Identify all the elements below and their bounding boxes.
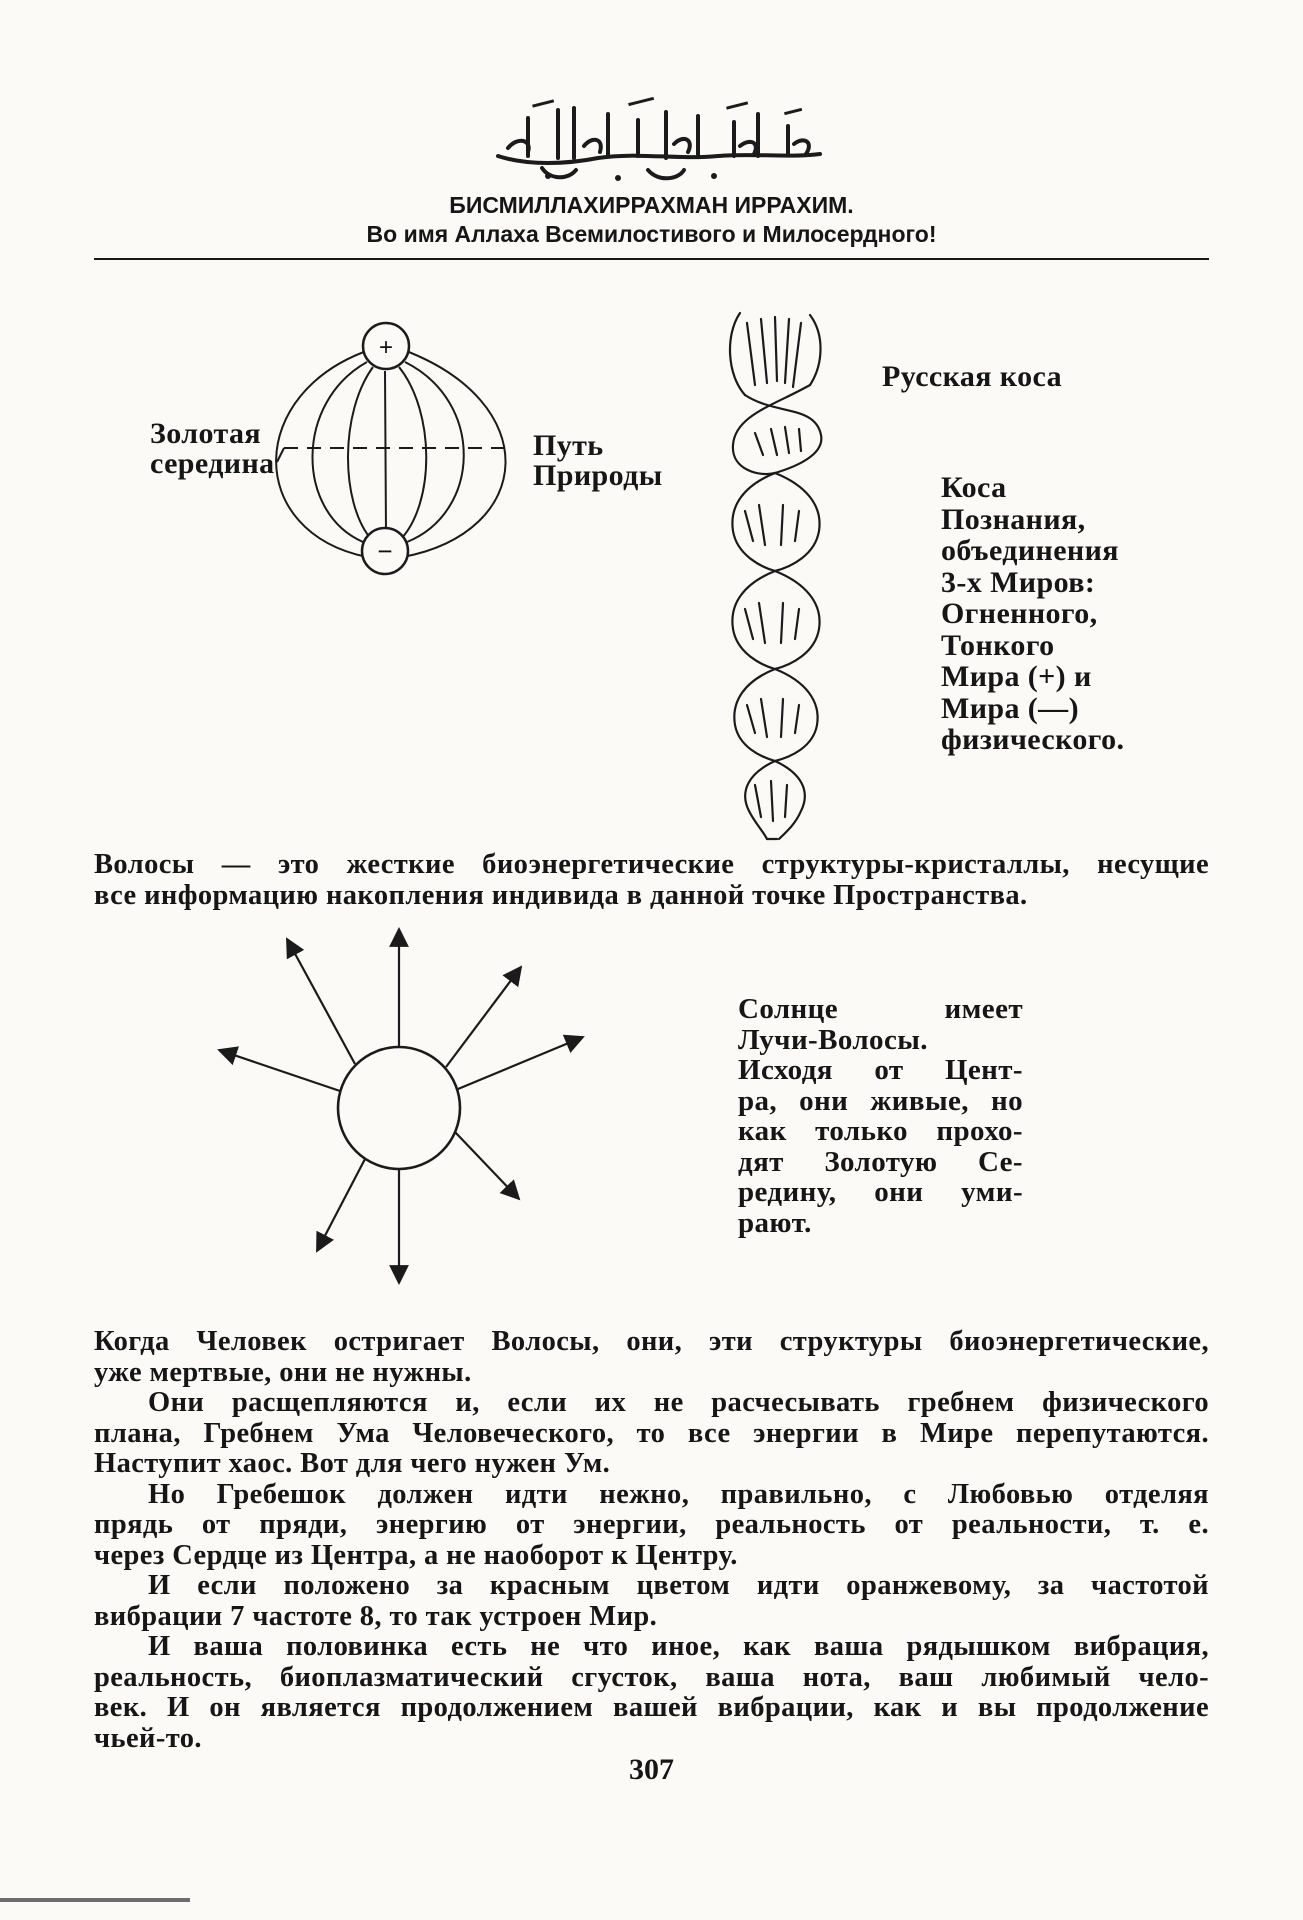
braid-description-line: Огненного, <box>941 597 1098 630</box>
body-line: плана, Гребнем Ума Человеческого, то все энергии в Мире перепутаются. <box>94 1417 1209 1449</box>
sun-ray <box>458 1037 583 1089</box>
field-line-outer-right <box>401 349 506 557</box>
sun-description-line: дят Золотую Се- <box>738 1145 1023 1178</box>
braid-description-line: Мира (+) и <box>941 660 1092 693</box>
braid-description-line: Мира (—) <box>941 691 1079 725</box>
sun-description-line: ра, они живые, но <box>738 1084 1023 1117</box>
body-line: вибрации 7 частоте 8, то так устроен Мир. <box>94 1600 658 1632</box>
basmala-calligraphy-drawing <box>488 96 828 188</box>
header-rule <box>94 258 1209 260</box>
sun-ray <box>455 1132 519 1199</box>
sun-description-line: рают. <box>738 1206 812 1239</box>
braid-description-line: 3-х Миров: <box>941 565 1096 599</box>
sun-description-line: Лучи-Волосы. <box>738 1023 928 1056</box>
braid-description-line: объединения <box>941 534 1119 567</box>
sun-description-line: Исходя от Цент- <box>738 1054 1023 1086</box>
nature-path-label-1: Путь <box>533 429 604 462</box>
sun-circle <box>338 1047 460 1169</box>
sun-description-line: как только прохо- <box>738 1115 1023 1147</box>
body-line: через Сердце из Центра, а не наоборот к Центру. <box>94 1539 738 1571</box>
golden-middle-label-1: Золотая <box>150 417 262 450</box>
minus-sign: − <box>377 536 393 566</box>
body-line: И ваша половинка есть не что иное, как ваша рядышком вибрация, <box>148 1631 1209 1662</box>
body-line: век. И он является продолжением вашей вибрации, как и вы продолжение <box>94 1692 1209 1723</box>
sun-description <box>738 994 1023 1238</box>
nature-path-label-2: Природы <box>533 459 663 492</box>
paragraph-line: все информацию накопления индивида в данной точке Пространства. <box>94 879 1028 911</box>
body-line: прядь от пряди, энергию от энергии, реальность от реальности, т. е. <box>94 1509 1209 1540</box>
braid-description-line: Коса <box>941 471 1007 504</box>
braid-description <box>941 472 1124 756</box>
hair-paragraph <box>94 850 1209 911</box>
sun-ray <box>317 1159 365 1251</box>
sun-ray <box>287 939 355 1064</box>
sun-ray <box>446 967 521 1067</box>
plus-sign: + <box>378 334 394 361</box>
golden-middle-label-2: середина <box>150 447 275 480</box>
sun-description-line: редину, они уми- <box>738 1176 1023 1208</box>
scan-edge-mark <box>0 1898 190 1902</box>
field-line-outer-left <box>276 349 372 557</box>
body-line: Но Гребешок должен идти нежно, правильно, с Любовью отделяя <box>148 1478 1209 1510</box>
basmala-calligraphy <box>488 96 828 188</box>
braid-description-line: Тонкого <box>941 628 1055 662</box>
braid-description-line: физического. <box>941 723 1125 756</box>
braid-description-line: Познания, <box>941 502 1086 536</box>
braid-illustration <box>715 305 840 845</box>
paragraph-line: Волосы — это жесткие биоэнергетические структуры-кристаллы, несущие <box>94 849 1209 880</box>
braid-title: Русская коса <box>882 360 1062 393</box>
body-line: чьей-то. <box>94 1722 202 1754</box>
body-line: Когда Человек остригает Волосы, они, эти структуры биоэнергетические, <box>94 1326 1209 1357</box>
sun-ray <box>219 1050 340 1091</box>
body-line: реальность, биоплазматический сгусток, ваша нота, ваш любимый чело- <box>94 1661 1209 1693</box>
body-line: уже мертвые, они не нужны. <box>94 1356 472 1388</box>
body-line: И если положено за красным цветом идти оранжевому, за частотой <box>148 1570 1209 1601</box>
body-line: Наступит хаос. Вот для чего нужен Ум. <box>94 1448 611 1479</box>
header-subtitle: Во имя Аллаха Всемилостивого и Милосердного! <box>366 221 937 247</box>
body-line: Они расщепляются и, если их не расчесывать гребнем физического <box>148 1387 1209 1418</box>
sun-description-line: Солнце имеет <box>738 993 1023 1025</box>
sun-rays-diagram <box>205 925 625 1290</box>
header-title: БИСМИЛЛАХИРРАХМАН ИРРАХИМ. <box>449 192 854 218</box>
body-text <box>94 1327 1209 1754</box>
page-number: 307 <box>629 1753 674 1786</box>
